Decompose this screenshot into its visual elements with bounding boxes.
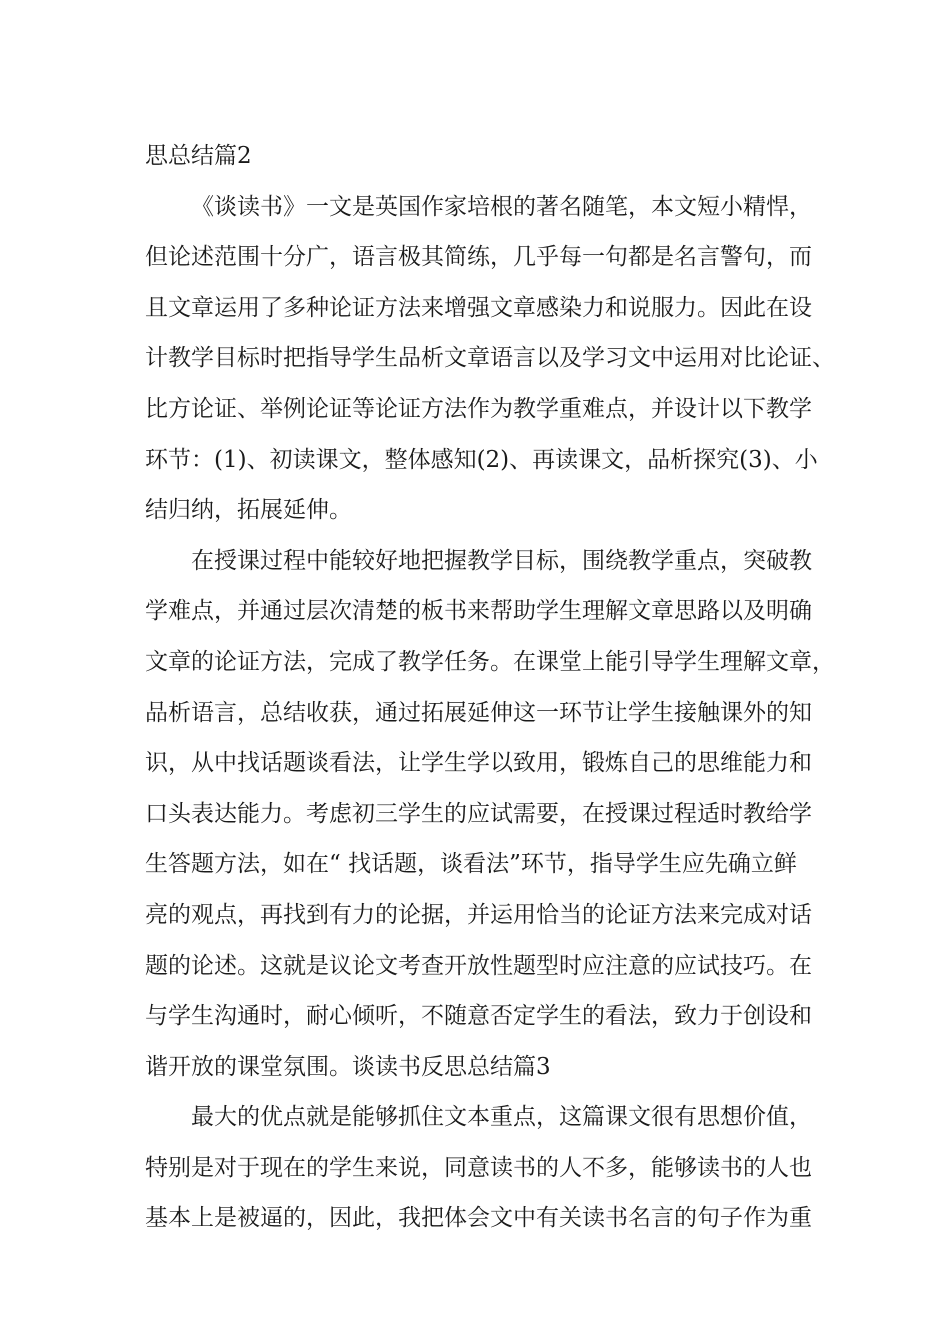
paragraph-first-line: 最大的优点就是能够抓住文本重点，这篇课文很有思想价值， <box>191 1104 812 1131</box>
text-line: 思总结篇2 <box>145 143 252 169</box>
text-line: 结归纳，拓展延伸。 <box>145 497 352 524</box>
text-line: 品析语言，总结收获，通过拓展延伸这一环节让学生接触课外的知 <box>145 699 812 726</box>
text-line: 环节：(1)、初读课文，整体感知(2)、再读课文，品析探究(3)、小 <box>145 446 818 473</box>
text-line: 基本上是被逼的，因此，我把体会文中有关读书名言的句子作为重 <box>145 1205 812 1232</box>
text-line: 特别是对于现在的学生来说，同意读书的人不多，能够读书的人也 <box>145 1154 812 1181</box>
text-line: 学难点，并通过层次清楚的板书来帮助学生理解文章思路以及明确 <box>145 598 812 625</box>
text-line: 题的论述。这就是议论文考查开放性题型时应注意的应试技巧。在 <box>145 952 812 979</box>
text-line: 比方论证、举例论证等论证方法作为教学重难点，并设计以下教学 <box>145 395 812 422</box>
text-line: 文章的论证方法，完成了教学任务。在课堂上能引导学生理解文章， <box>145 648 835 675</box>
document-body <box>145 131 835 1244</box>
text-line: 但论述范围十分广，语言极其简练，几乎每一句都是名言警句，而 <box>145 244 812 271</box>
text-line: 与学生沟通时，耐心倾听，不随意否定学生的看法，致力于创设和 <box>145 1003 812 1030</box>
text-line: 计教学目标时把指导学生品析文章语言以及学习文中运用对比论证、 <box>145 345 835 372</box>
text-line: 谐开放的课堂氛围。谈读书反思总结篇3 <box>145 1053 551 1080</box>
paragraph-first-line: 《谈读书》一文是英国作家培根的著名随笔，本文短小精悍， <box>191 193 812 220</box>
text-line: 口头表达能力。考虑初三学生的应试需要，在授课过程适时教给学 <box>145 800 812 827</box>
text-line: 且文章运用了多种论证方法来增强文章感染力和说服力。因此在设 <box>145 294 812 321</box>
text-line: 亮的观点，再找到有力的论据，并运用恰当的论证方法来完成对话 <box>145 901 812 928</box>
paragraph-first-line: 在授课过程中能较好地把握教学目标，围绕教学重点，突破教 <box>191 547 812 574</box>
text-line: 识，从中找话题谈看法，让学生学以致用，锻炼自己的思维能力和 <box>145 750 812 777</box>
text-line: 生答题方法，如在“ 找话题，谈看法”环节，指导学生应先确立鲜 <box>145 851 797 878</box>
